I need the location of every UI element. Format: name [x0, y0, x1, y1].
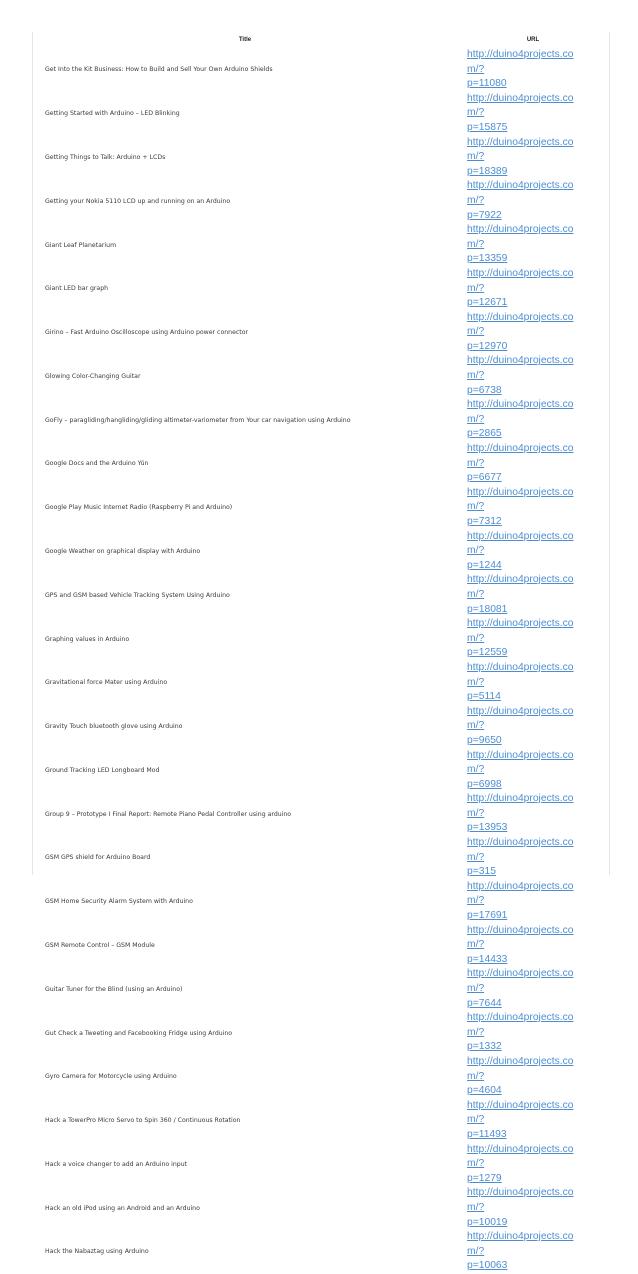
- project-url-cell: [457, 1055, 609, 1099]
- url-query: p=10063: [467, 1260, 508, 1272]
- project-title: Giant LED bar graph: [45, 285, 109, 293]
- table-row: [33, 1143, 609, 1187]
- project-url-cell: [457, 48, 609, 92]
- table-row: [33, 267, 609, 311]
- table-row: [33, 1099, 609, 1143]
- url-base: http://duino4projects.com/?: [467, 486, 574, 513]
- url-query: p=12970: [467, 340, 508, 352]
- table-row: [33, 354, 609, 398]
- url-base: http://duino4projects.com/?: [467, 1012, 574, 1038]
- url-query: p=9650: [467, 734, 502, 746]
- table-row: [33, 223, 609, 267]
- project-url-link[interactable]: [467, 617, 585, 661]
- url-base: http://duino4projects.com/?: [467, 311, 574, 338]
- project-title: Gut Check a Tweeting and Facebooking Fridge using Arduino: [45, 1029, 233, 1037]
- url-base: http://duino4projects.com/?: [467, 968, 574, 994]
- url-base: http://duino4projects.com/?: [467, 924, 574, 951]
- url-query: p=17691: [467, 910, 508, 922]
- project-title: Guitar Tuner for the Blind (using an Arduino): [45, 985, 183, 993]
- project-title: GPS and GSM based Vehicle Tracking System Using Arduino: [45, 591, 230, 599]
- url-query: p=6998: [467, 778, 502, 790]
- project-url-cell: [457, 924, 609, 968]
- table-row: [33, 924, 609, 968]
- title-column-header: Title: [238, 37, 252, 43]
- url-query: p=14433: [467, 953, 508, 965]
- project-url-cell: [457, 223, 609, 267]
- table-row: [33, 1011, 609, 1055]
- project-title: Google Docs and the Arduino Yún: [45, 460, 149, 468]
- table-row: [33, 1186, 609, 1230]
- project-url-link[interactable]: [467, 48, 585, 92]
- project-url-link[interactable]: [467, 92, 585, 136]
- url-query: p=11080: [467, 78, 507, 90]
- url-query: p=1279: [467, 1172, 502, 1184]
- project-title: Gyro Camera for Motorcycle using Arduino: [45, 1073, 177, 1081]
- project-url-cell: [457, 530, 609, 574]
- project-title: Hack a TowerPro Micro Servo to Spin 360 / Continuous Rotation: [45, 1117, 241, 1125]
- project-url-link[interactable]: [467, 749, 585, 793]
- url-query: p=1244: [467, 559, 502, 571]
- table-row: [33, 92, 609, 136]
- project-title: Giant Leaf Planetarium: [45, 241, 117, 249]
- project-url-cell: [457, 354, 609, 398]
- url-base: http://duino4projects.com/?: [467, 793, 574, 819]
- project-url-link[interactable]: [467, 179, 585, 223]
- project-url-cell: [457, 267, 609, 311]
- project-url-link[interactable]: [467, 223, 585, 267]
- url-base: http://duino4projects.com/?: [467, 267, 574, 294]
- url-base: http://duino4projects.com/?: [467, 224, 574, 250]
- project-title: GSM Home Security Alarm System with Arduino: [45, 898, 193, 906]
- table-row: [33, 530, 609, 574]
- project-url-cell: [457, 179, 609, 223]
- table-row: [33, 880, 609, 924]
- project-url-cell: [457, 967, 609, 1011]
- table-row: [33, 486, 609, 530]
- project-url-cell: [457, 705, 609, 749]
- project-url-link[interactable]: [467, 354, 585, 398]
- url-query: p=2865: [467, 428, 502, 440]
- table-row: [33, 48, 609, 92]
- url-base: http://duino4projects.com/?: [467, 749, 574, 776]
- project-url-link[interactable]: [467, 311, 585, 355]
- url-query: p=5114: [467, 691, 501, 703]
- project-url-cell: [457, 1186, 609, 1230]
- project-url-link[interactable]: [467, 530, 585, 574]
- project-title: GSM GPS shield for Arduino Board: [45, 854, 151, 862]
- url-base: http://duino4projects.com/?: [467, 399, 574, 425]
- project-url-cell: [457, 1143, 609, 1187]
- project-url-cell: [457, 136, 609, 180]
- url-base: http://duino4projects.com/?: [467, 1187, 574, 1213]
- url-base: http://duino4projects.com/?: [467, 530, 574, 557]
- project-title: GoFly – paragliding/hangliding/gliding altimeter-variometer from Your car navigation using Arduino: [45, 416, 351, 424]
- project-url-cell: [457, 1011, 609, 1055]
- project-url-cell: [457, 398, 609, 442]
- url-base: http://duino4projects.com/?: [467, 136, 574, 163]
- project-url-link[interactable]: [467, 792, 585, 836]
- project-url-link[interactable]: [467, 880, 585, 924]
- project-url-cell: [457, 92, 609, 136]
- project-url-link[interactable]: [467, 136, 585, 180]
- project-url-link[interactable]: [467, 1099, 585, 1143]
- project-url-link[interactable]: [467, 705, 585, 749]
- url-query: p=18389: [467, 165, 508, 177]
- url-base: http://duino4projects.com/?: [467, 705, 574, 732]
- project-url-cell: [457, 792, 609, 836]
- table-row: [33, 836, 609, 880]
- url-query: p=6738: [467, 384, 502, 396]
- table-row: [33, 1230, 609, 1274]
- url-base: http://duino4projects.com/?: [467, 880, 574, 907]
- projects-table: [33, 32, 609, 1274]
- project-url-cell: [457, 1099, 609, 1143]
- url-base: http://duino4projects.com/?: [467, 1231, 574, 1257]
- url-base: http://duino4projects.com/?: [467, 661, 574, 688]
- url-base: http://duino4projects.com/?: [467, 355, 574, 382]
- project-title: Hack a voice changer to add an Arduino input: [45, 1160, 188, 1168]
- url-query: p=13359: [467, 253, 508, 265]
- url-base: http://duino4projects.com/?: [467, 92, 574, 119]
- url-query: p=7312: [467, 516, 502, 527]
- table-body: [33, 48, 609, 1274]
- url-query: p=1332: [467, 1041, 502, 1053]
- project-title: Glowing Color-Changing Guitar: [45, 372, 141, 380]
- project-title: GSM Remote Control – GSM Module: [45, 942, 155, 950]
- table-row: [33, 136, 609, 180]
- project-url-link[interactable]: [467, 267, 585, 311]
- project-url-link[interactable]: [467, 1186, 585, 1230]
- project-url-cell: [457, 617, 609, 661]
- url-query: p=4604: [467, 1085, 502, 1097]
- url-base: http://duino4projects.com/?: [467, 49, 574, 75]
- project-url-link[interactable]: [467, 442, 585, 486]
- project-url-cell: [457, 661, 609, 705]
- url-base: http://duino4projects.com/?: [467, 180, 574, 206]
- table-row: [33, 179, 609, 223]
- url-query: p=11493: [467, 1128, 507, 1140]
- project-url-cell: [457, 311, 609, 355]
- project-title: Gravity Touch bluetooth glove using Arduino: [45, 723, 183, 731]
- project-title: Girino – Fast Arduino Oscilloscope using Arduino power connector: [45, 329, 249, 337]
- project-url-link[interactable]: [467, 573, 585, 617]
- url-base: http://duino4projects.com/?: [467, 618, 574, 644]
- url-base: http://duino4projects.com/?: [467, 1143, 574, 1170]
- url-query: p=315: [467, 866, 496, 878]
- project-url-link[interactable]: [467, 661, 585, 705]
- project-url-cell: [457, 486, 609, 530]
- url-query: p=12671: [467, 297, 508, 309]
- project-url-link[interactable]: [467, 967, 585, 1011]
- url-query: p=18081: [467, 603, 508, 615]
- table-row: [33, 967, 609, 1011]
- url-query: p=6677: [467, 472, 502, 484]
- project-title: Gravitational force Mater using Arduino: [45, 679, 168, 687]
- url-base: http://duino4projects.com/?: [467, 1099, 574, 1126]
- project-title: Group 9 – Prototype I Final Report: Remote Piano Pedal Controller using arduino: [45, 810, 292, 818]
- project-url-cell: [457, 880, 609, 924]
- url-query: p=7644: [467, 997, 502, 1009]
- project-title: Hack the Nabaztag using Arduino: [45, 1248, 149, 1256]
- project-url-link[interactable]: [467, 924, 585, 968]
- document-page: [32, 32, 610, 1272]
- project-url-cell: [457, 749, 609, 793]
- url-column-header: URL: [526, 37, 540, 43]
- table-row: [33, 311, 609, 355]
- url-query: p=15875: [467, 121, 508, 133]
- project-url-link[interactable]: [467, 1055, 585, 1099]
- project-url-link[interactable]: [467, 836, 585, 880]
- url-query: p=7922: [467, 209, 502, 221]
- project-title: Get Into the Kit Business: How to Build and Sell Your Own Arduino Shields: [45, 66, 273, 74]
- url-query: p=13953: [467, 822, 508, 834]
- project-title: Ground Tracking LED Longboard Mod: [45, 766, 160, 774]
- project-title: Google Play Music Internet Radio (Raspberry Pi and Arduino): [45, 504, 233, 512]
- table-row: [33, 705, 609, 749]
- project-url-cell: [457, 1230, 609, 1274]
- project-url-cell: [457, 836, 609, 880]
- url-base: http://duino4projects.com/?: [467, 837, 574, 863]
- project-title: Hack an old iPod using an Android and an Arduino: [45, 1204, 200, 1212]
- header-row: [33, 32, 609, 48]
- project-url-link[interactable]: [467, 1143, 585, 1187]
- table-row: [33, 1055, 609, 1099]
- project-title: Getting Started with Arduino – LED Blinking: [45, 110, 180, 118]
- table-row: [33, 398, 609, 442]
- table-row: [33, 573, 609, 617]
- project-url-link[interactable]: [467, 1011, 585, 1055]
- project-url-link[interactable]: [467, 486, 585, 530]
- project-url-link[interactable]: [467, 1230, 585, 1274]
- project-url-cell: [457, 442, 609, 486]
- url-query: p=12559: [467, 647, 508, 659]
- table-row: [33, 442, 609, 486]
- project-url-link[interactable]: [467, 398, 585, 442]
- project-title: Graphing values in Arduino: [45, 635, 130, 643]
- url-query: p=10019: [467, 1216, 508, 1228]
- url-base: http://duino4projects.com/?: [467, 574, 574, 600]
- table-row: [33, 749, 609, 793]
- url-base: http://duino4projects.com/?: [467, 443, 574, 469]
- project-url-cell: [457, 573, 609, 617]
- project-title: Getting Things to Talk: Arduino + LCDs: [45, 153, 166, 161]
- table-row: [33, 661, 609, 705]
- project-title: Google Weather on graphical display with Arduino: [45, 547, 201, 555]
- url-base: http://duino4projects.com/?: [467, 1055, 574, 1082]
- table-row: [33, 617, 609, 661]
- project-title: Getting your Nokia 5110 LCD up and running on an Arduino: [45, 197, 231, 205]
- table-row: [33, 792, 609, 836]
